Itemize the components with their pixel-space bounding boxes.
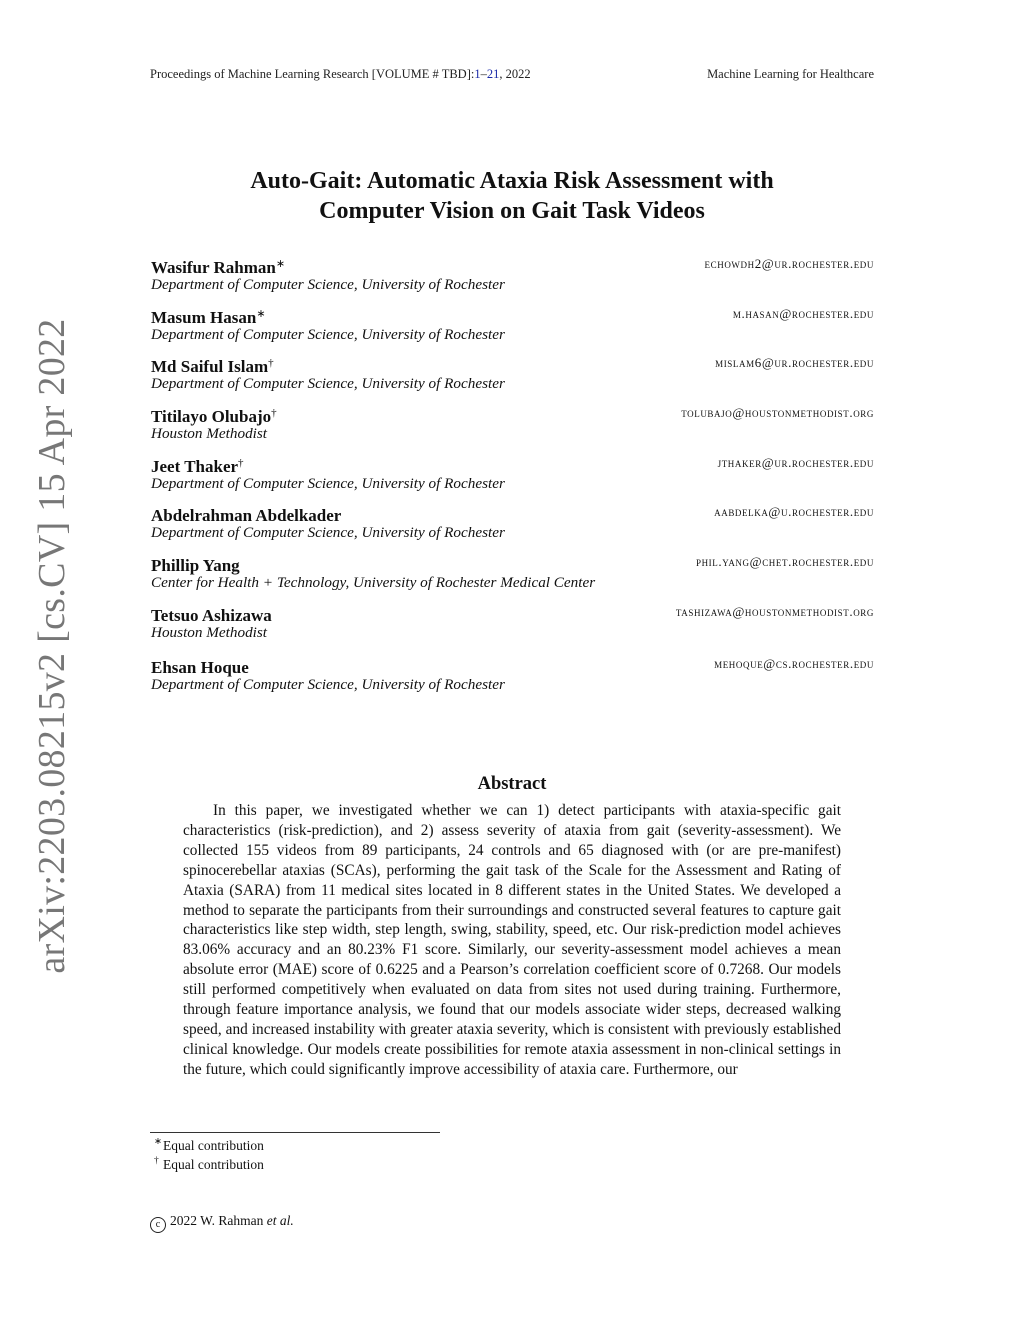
author-name-text: Phillip Yang — [151, 556, 240, 576]
author-affiliation: Department of Computer Science, University of Rochester — [151, 524, 505, 542]
author-affiliation: Houston Methodist — [151, 425, 268, 443]
author-name-text: Wasifur Rahman — [151, 258, 276, 277]
author-entry — [151, 253, 874, 303]
author-name-text: Tetsuo Ashizawa — [151, 605, 272, 625]
author-affiliation: Department of Computer Science, University of Rochester — [151, 675, 505, 693]
author-name-text: Abdelrahman Abdelkader — [151, 506, 342, 526]
author-email[interactable]: m.hasan@rochester.edu — [732, 305, 874, 321]
abstract-body: In this paper, we investigated whether we can 1) detect participants with ataxia-specific gait characteristics (risk-prediction), and 2) assess severity of ataxia from gait (severity-assessment). We collected 155 videos from 89 participants, 24 controls and 65 diagnosed with (or are pre-manifest) spinocerebellar ataxias (SCAs), performing the gait task of the Scale for the Assessment and Rating of Ataxia (SARA) from 11 medical sites located in 8 different states in the United States. We developed a method to separate the participants from their surroundings and constructed several features to capture gait characteristics like step width, step length, swing, stability, speed, etc. Our risk-prediction model achieves 83.06% accuracy and an 80.23% F1 score. Similarly, our severity-assessment model achieves a mean absolute error (MAE) score of 0.6225 and a Pearson’s correlation coefficient score of 0.7268. Our models still performed competitively when evaluated on data from sites not used during training. Furthermore, through feature importance analysis, we found that our models associate wider steps, decreased walking speed, and increased instability with greater ataxia severity, which is consistent with previously established clinical knowledge. Our models create possibilities for remote ataxia assessment in non-clinical settings in the future, which could significantly improve accessibility of ataxia care. Furthermore, our — [183, 802, 841, 1078]
footnote-text: Equal contribution — [163, 1156, 264, 1172]
author-name-text: Ehsan Hoque — [151, 657, 249, 677]
arxiv-stamp: arXiv:2203.08215v2 [cs.CV] 15 Apr 2022 — [31, 318, 73, 974]
track-name: Machine Learning for Healthcare — [707, 67, 874, 81]
author-entry — [151, 653, 874, 703]
footnote-mark: ∗ — [154, 1137, 162, 1147]
footnote-rule — [150, 1132, 440, 1133]
author-footnote-mark: † — [268, 357, 274, 370]
footnote-text: Equal contribution — [163, 1138, 264, 1153]
author-affiliation: Center for Health + Technology, University of Rochester Medical Center — [151, 574, 596, 592]
author-name-text: Md Saiful Islam — [151, 357, 269, 377]
footnotes — [154, 1137, 264, 1174]
author-entry — [151, 601, 874, 651]
footnote — [154, 1155, 264, 1175]
author-email[interactable]: tolubajo@houstonmethodist.org — [681, 405, 874, 421]
page-dash: – — [480, 67, 487, 81]
author-entry — [151, 452, 874, 502]
page-start-link[interactable]: 1 — [474, 67, 481, 81]
running-header — [150, 67, 874, 85]
author-name-text: Jeet Thaker — [151, 456, 239, 476]
author-entry — [151, 303, 874, 353]
author-footnote-mark: ∗ — [275, 258, 286, 270]
footnote-mark: † — [154, 1155, 159, 1166]
venue-year: , 2022 — [499, 67, 531, 81]
author-email[interactable]: mislam6@ur.rochester.edu — [715, 355, 874, 371]
author-affiliation: Department of Computer Science, University of Rochester — [151, 375, 505, 393]
author-email[interactable]: echowdh2@ur.rochester.edu — [704, 256, 874, 271]
title-line-2: Computer Vision on Gait Task Videos — [319, 198, 705, 224]
venue-prefix: Proceedings of Machine Learning Research [VOLUME # TBD]: — [150, 67, 475, 81]
title-line-1: Auto-Gait: Automatic Ataxia Risk Assessment with — [250, 168, 774, 194]
author-email[interactable]: mehoque@cs.rochester.edu — [714, 655, 874, 671]
author-email[interactable]: aabdelka@u.rochester.edu — [714, 504, 874, 520]
copyright-etal: et al. — [266, 1213, 294, 1228]
author-footnote-mark: † — [238, 456, 244, 469]
abstract-heading: Abstract — [477, 774, 547, 794]
copyright-text: 2022 W. Rahman — [170, 1213, 267, 1228]
author-name-text: Masum Hasan — [151, 307, 257, 327]
footnote — [154, 1137, 264, 1156]
author-affiliation: Department of Computer Science, University of Rochester — [151, 474, 505, 492]
author-affiliation: Department of Computer Science, University of Rochester — [151, 325, 505, 343]
venue-line — [150, 67, 531, 82]
copyright-notice — [150, 1213, 294, 1233]
author-footnote-mark: ∗ — [256, 307, 266, 320]
author-affiliation: Houston Methodist — [151, 623, 268, 641]
author-email[interactable]: jthaker@ur.rochester.edu — [717, 454, 874, 470]
author-entry — [151, 402, 874, 452]
author-name-text: Titilayo Olubajo — [151, 407, 272, 427]
paper-title — [150, 166, 874, 226]
author-entry — [151, 551, 874, 601]
author-footnote-mark: † — [271, 407, 277, 420]
author-list — [151, 253, 874, 702]
copyright-symbol: c — [150, 1217, 166, 1233]
author-email[interactable]: phil.yang@chet.rochester.edu — [695, 554, 874, 570]
author-email[interactable]: tashizawa@houstonmethodist.org — [675, 603, 874, 619]
page-end-link[interactable]: 21 — [486, 67, 500, 81]
author-affiliation: Department of Computer Science, University of Rochester — [151, 276, 505, 293]
author-entry — [151, 501, 874, 551]
author-entry — [151, 352, 874, 402]
